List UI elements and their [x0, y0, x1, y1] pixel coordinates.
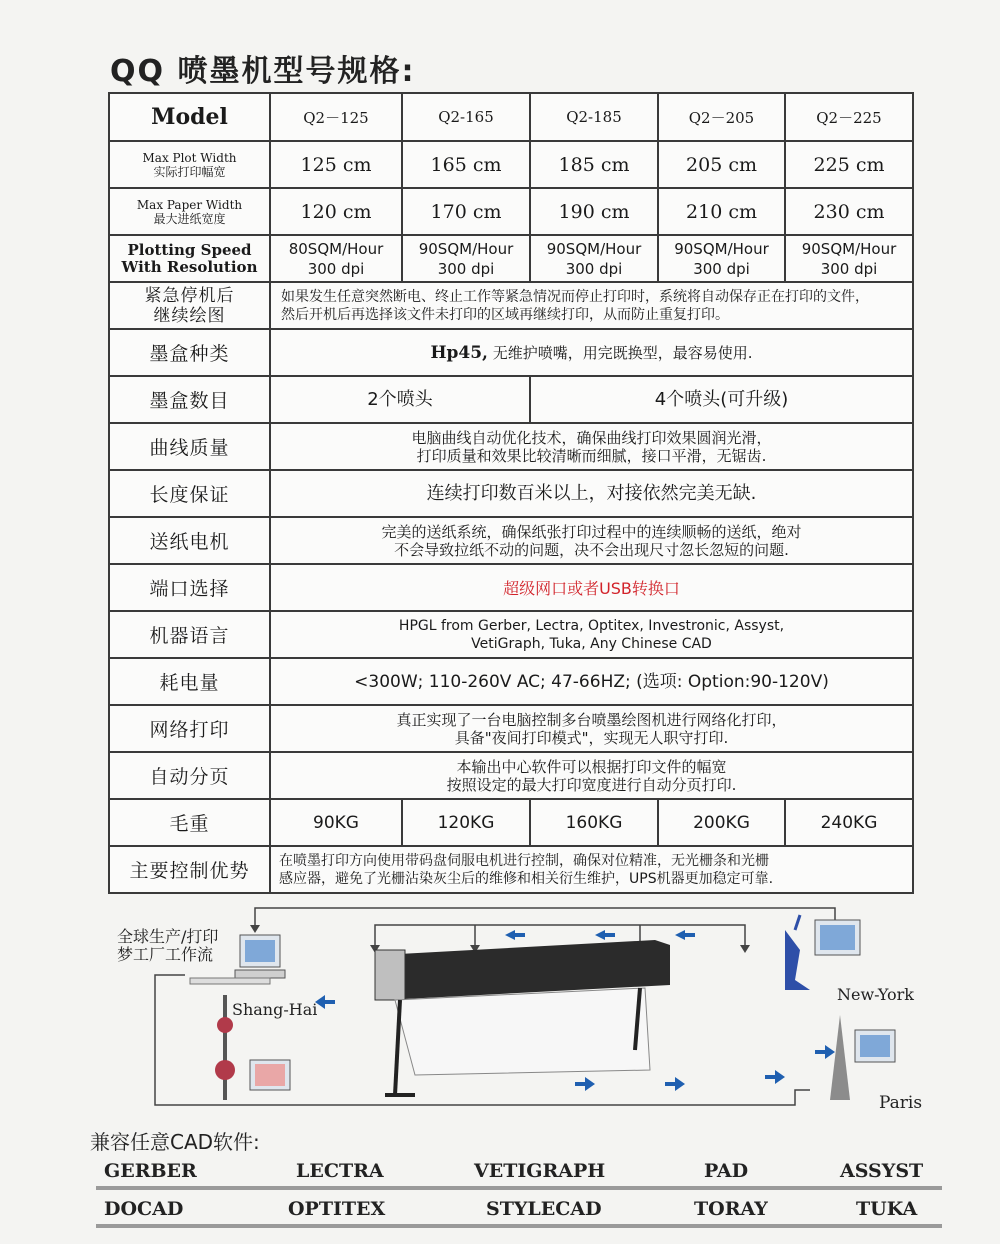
cad-docad: DOCAD [104, 1198, 184, 1220]
row-power [109, 658, 913, 705]
max-plot-label-en: Max Plot Width [142, 150, 237, 165]
row-port [109, 564, 913, 611]
curve-label: 曲线质量 [109, 423, 270, 470]
max-plot-value: 205 cm [658, 141, 785, 188]
cad-vetigraph: VETIGRAPH [474, 1160, 606, 1182]
cad-stylecad: STYLECAD [486, 1198, 602, 1220]
resume-label: 紧急停机后 继续绘图 [109, 282, 270, 329]
max-plot-value: 225 cm [785, 141, 913, 188]
max-paper-value: 120 cm [270, 188, 402, 235]
feed-text: 完美的送纸系统，确保纸张打印过程中的连续顺畅的送纸，绝对 不会导致拉纸不动的问题，决不会出现尺寸忽长忽短的问题. [270, 517, 913, 564]
row-length [109, 470, 913, 517]
weight-value: 240KG [785, 799, 913, 846]
model-q2-225: Q2－225 [785, 93, 913, 141]
row-curve [109, 423, 913, 470]
ink-type-text: Hp45, 无维护喷嘴，用完既换型，最容易使用. [270, 329, 913, 376]
liberty-icon [785, 915, 860, 990]
network-text: 真正实现了一台电脑控制多台喷墨绘图机进行网络化打印， 具备"夜间打印模式"，实现无人职守打印. [270, 705, 913, 752]
cad-optitex: OPTITEX [288, 1198, 386, 1220]
paging-label: 自动分页 [109, 752, 270, 799]
max-plot-label-cn: 实际打印幅宽 [153, 164, 226, 179]
max-paper-label-en: Max Paper Width [136, 197, 243, 212]
workflow-label-1: 全球生产/打印 [117, 927, 219, 946]
speed-value: 80SQM/Hour 300 dpi [270, 235, 402, 282]
port-text: 超级网口或者USB转换口 [270, 564, 913, 611]
row-language [109, 611, 913, 658]
cad-row-2 [100, 1196, 940, 1226]
max-paper-label-cn: 最大进纸宽度 [153, 211, 226, 226]
weight-value: 200KG [658, 799, 785, 846]
row-weight [109, 799, 913, 846]
ink-count-label: 墨盒数目 [109, 376, 270, 423]
language-label: 机器语言 [109, 611, 270, 658]
max-plot-label [109, 141, 270, 188]
max-paper-label [109, 188, 270, 235]
cad-toray: TORAY [694, 1198, 768, 1220]
city-shanghai: Shang-Hai [232, 1000, 318, 1019]
cad-assyst: ASSYST [840, 1160, 924, 1182]
feed-label: 送纸电机 [109, 517, 270, 564]
row-resume [109, 282, 913, 329]
length-text: 连续打印数百米以上，对接依然完美无缺. [270, 470, 913, 517]
network-diagram [95, 900, 945, 1120]
row-max-paper-width [109, 188, 913, 235]
max-paper-value: 170 cm [402, 188, 530, 235]
speed-label [109, 235, 270, 282]
weight-value: 120KG [402, 799, 530, 846]
paging-text: 本输出中心软件可以根据打印文件的幅宽 按照设定的最大打印宽度进行自动分页打印. [270, 752, 913, 799]
speed-label-1: Plotting Speed [127, 240, 252, 259]
max-paper-value: 230 cm [785, 188, 913, 235]
advantage-text: 在喷墨打印方向使用带码盘伺服电机进行控制，确保对位精准，无光栅条和光栅 感应器，避免了光栅沾染灰尘后的维修和相关衍生维护，UPS机器更加稳定可靠. [270, 846, 913, 893]
speed-value: 90SQM/Hour 300 dpi [530, 235, 658, 282]
row-ink-count [109, 376, 913, 423]
language-text: HPGL from Gerber, Lectra, Optitex, Investronic, Assyst, VetiGraph, Tuka, Any Chinese CAD [270, 611, 913, 658]
resume-text: 如果发生任意突然断电、终止工作等紧急情况而停止打印时，系统将自动保存正在打印的文件， 然后开机后再选择该文件未打印的区域再继续打印，从而防止重复打印。 [270, 282, 913, 329]
max-plot-value: 125 cm [270, 141, 402, 188]
cad-pad: PAD [704, 1160, 749, 1182]
row-advantage [109, 846, 913, 893]
eiffel-icon [830, 1015, 895, 1100]
row-plotting-speed [109, 235, 913, 282]
row-feed [109, 517, 913, 564]
advantage-label: 主要控制优势 [109, 846, 270, 893]
model-q2-185: Q2-185 [530, 93, 658, 141]
cad-tuka: TUKA [856, 1198, 918, 1220]
row-paging [109, 752, 913, 799]
city-newyork: New-York [837, 985, 914, 1004]
ink-count-a: 2个喷头 [270, 376, 530, 423]
model-label: Model [109, 93, 270, 141]
model-q2-165: Q2-165 [402, 93, 530, 141]
ink-brand: Hp45, [430, 342, 488, 363]
cad-row-1 [100, 1158, 940, 1188]
weight-value: 90KG [270, 799, 402, 846]
cad-divider-1 [96, 1186, 942, 1190]
curve-text: 电脑曲线自动优化技术，确保曲线打印效果圆润光滑， 打印质量和效果比较清晰而细腻，接口平滑，无锯齿. [270, 423, 913, 470]
row-network [109, 705, 913, 752]
ink-count-b: 4个喷头(可升级) [530, 376, 913, 423]
row-ink-type [109, 329, 913, 376]
power-label: 耗电量 [109, 658, 270, 705]
row-max-plot-width [109, 141, 913, 188]
cad-title: 兼容任意CAD软件: [90, 1130, 260, 1154]
speed-value: 90SQM/Hour 300 dpi [785, 235, 913, 282]
row-model [109, 93, 913, 141]
network-label: 网络打印 [109, 705, 270, 752]
cad-gerber: GERBER [104, 1160, 197, 1182]
workflow-label-2: 梦工厂工作流 [117, 945, 214, 964]
cad-divider-2 [96, 1224, 942, 1228]
speed-value: 90SQM/Hour 300 dpi [402, 235, 530, 282]
ink-type-label: 墨盒种类 [109, 329, 270, 376]
model-q2-205: Q2－205 [658, 93, 785, 141]
max-plot-value: 165 cm [402, 141, 530, 188]
max-plot-value: 185 cm [530, 141, 658, 188]
plotter-icon [375, 940, 670, 1095]
length-label: 长度保证 [109, 470, 270, 517]
page-title: QQ 喷墨机型号规格: [110, 54, 416, 89]
weight-value: 160KG [530, 799, 658, 846]
city-paris: Paris [879, 1093, 923, 1113]
model-q2-125: Q2－125 [270, 93, 402, 141]
max-paper-value: 210 cm [658, 188, 785, 235]
port-label: 端口选择 [109, 564, 270, 611]
max-paper-value: 190 cm [530, 188, 658, 235]
cad-lectra: LECTRA [296, 1160, 384, 1182]
speed-value: 90SQM/Hour 300 dpi [658, 235, 785, 282]
weight-label: 毛重 [109, 799, 270, 846]
speed-label-2: With Resolution [121, 257, 258, 276]
power-text: <300W; 110-260V AC; 47-66HZ; (选项: Option:90-120V) [270, 658, 913, 705]
spec-table [108, 92, 914, 894]
